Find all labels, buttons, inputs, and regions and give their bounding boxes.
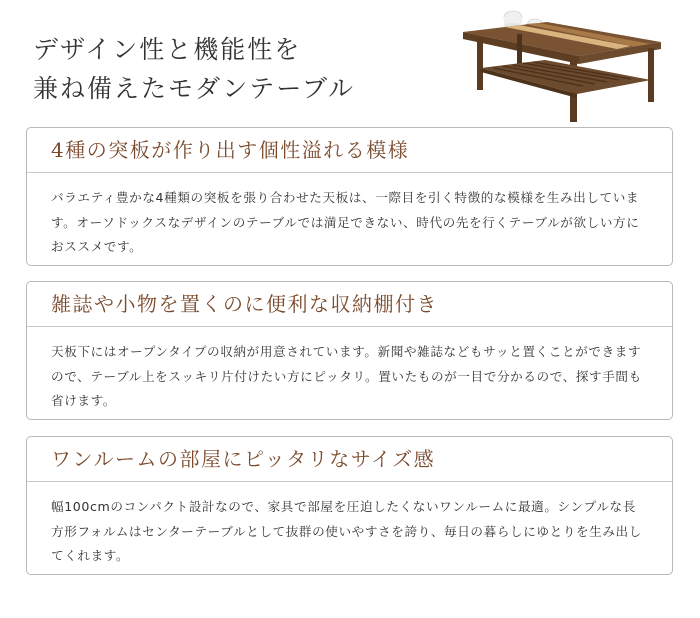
headline-line-1: デザイン性と機能性を <box>33 35 302 64</box>
feature-card-storage-shelf <box>26 281 673 420</box>
coffee-table-icon <box>455 6 670 124</box>
page-headline <box>33 30 433 108</box>
feature-title: ワンルームの部屋にピッタリなサイズ感 <box>27 437 672 482</box>
feature-card-compact-size <box>26 436 673 575</box>
feature-description: 天板下にはオープンタイプの収納が用意されています。新聞や雑誌などもサッと置くことができますので、テーブル上をスッキリ片付けたい方にピッタリ。置いたものが一目で分かるので、探す手間も省けます。 <box>51 344 642 408</box>
feature-title: 4種の突板が作り出す個性溢れる模様 <box>27 128 672 173</box>
feature-description: 幅100cmのコンパクト設計なので、家具で部屋を圧迫したくないワンルームに最適。シンプルな長方形フォルムはセンターテーブルとして抜群の使いやすさを誇り、毎日の暮らしにゆとりを生み出してくれます。 <box>51 499 642 563</box>
feature-title: 雑誌や小物を置くのに便利な収納棚付き <box>27 282 672 327</box>
feature-card-patterned-veneer <box>26 127 673 266</box>
headline-line-2: 兼ね備えたモダンテーブル <box>33 74 356 103</box>
feature-description: バラエティ豊かな4種類の突板を張り合わせた天板は、一際目を引く特徴的な模様を生み出しています。オーソドックスなデザインのテーブルでは満足できない、時代の先を行くテーブルが欲しい方におススメです。 <box>51 190 640 254</box>
